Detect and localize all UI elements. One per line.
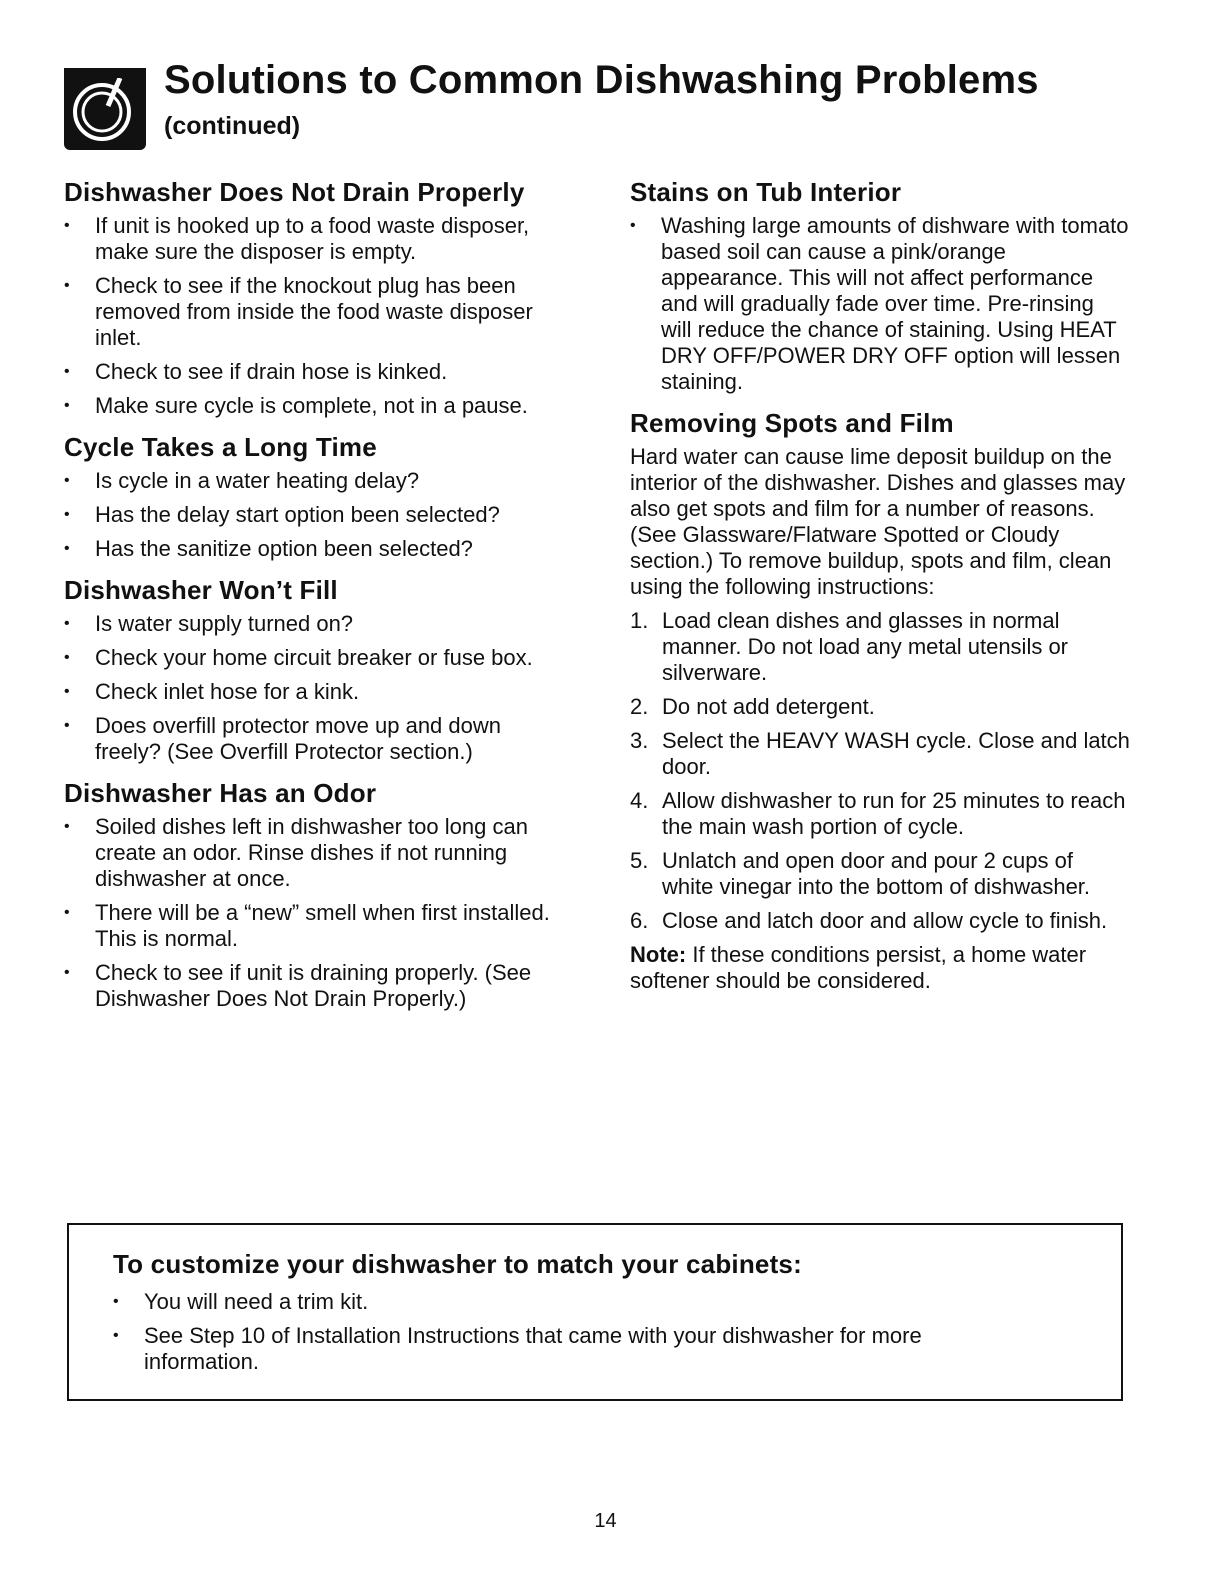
list-item: • Washing large amounts of dishware with tomato based soil can cause a pink/orange appearance. This will not affect performance and will gradually fade over time. Pre-rinsing will reduce the chance of staining. Using HEAT DRY OFF/POWER DRY OFF option will lessen staining. — [630, 213, 1130, 395]
section-odor — [64, 777, 564, 1012]
right-column — [630, 176, 1130, 1002]
list-item: • Has the sanitize option been selected? — [64, 536, 564, 562]
list-item: • There will be a “new” smell when first installed. This is normal. — [64, 900, 564, 952]
step-number: 1. — [630, 608, 649, 633]
list-item: • Soiled dishes left in dishwasher too long can create an odor. Rinse dishes if not running dishwasher at once. — [64, 814, 564, 892]
section-heading: Dishwasher Has an Odor — [64, 778, 377, 808]
step-number: 2. — [630, 694, 649, 719]
step-number: 4. — [630, 788, 649, 813]
bullet-list — [64, 468, 564, 562]
step-number: 3. — [630, 728, 649, 753]
step-item — [630, 608, 1130, 686]
list-item: • Has the delay start option been selected? — [64, 502, 564, 528]
section-heading: Cycle Takes a Long Time — [64, 432, 377, 462]
list-item: • Check to see if drain hose is kinked. — [64, 359, 564, 385]
section-heading: Removing Spots and Film — [630, 408, 954, 438]
dishwasher-tab-icon — [64, 68, 146, 150]
list-item: • Is water supply turned on? — [64, 611, 564, 637]
step-number: 6. — [630, 908, 649, 933]
step-item — [630, 908, 1130, 934]
step-item — [630, 788, 1130, 840]
page-number: 14 — [594, 1510, 617, 1532]
bullet-list — [64, 814, 564, 1012]
step-number: 5. — [630, 848, 649, 873]
bullet-list — [630, 213, 1130, 395]
step-text: Do not add detergent. — [662, 694, 875, 719]
list-item: • Check to see if the knockout plug has been removed from inside the food waste disposer inlet. — [64, 273, 564, 351]
section-stains — [630, 176, 1130, 395]
list-item: • Check to see if unit is draining properly. (See Dishwasher Does Not Drain Properly.) — [64, 960, 564, 1012]
list-item: • Is cycle in a water heating delay? — [64, 468, 564, 494]
section-heading: Dishwasher Won’t Fill — [64, 575, 338, 605]
bullet-list — [113, 1289, 1033, 1383]
note-paragraph — [630, 942, 1130, 994]
list-item: • You will need a trim kit. — [113, 1289, 1033, 1315]
list-item: • Does overfill protector move up and down freely? (See Overfill Protector section.) — [64, 713, 564, 765]
left-column — [64, 176, 564, 1024]
list-item: • See Step 10 of Installation Instructions that came with your dishwasher for more information. — [113, 1323, 1033, 1375]
section-long-time — [64, 431, 564, 562]
step-text: Allow dishwasher to run for 25 minutes to reach the main wash portion of cycle. — [662, 788, 1126, 839]
section-wont-fill — [64, 574, 564, 765]
customize-callout-box — [67, 1223, 1123, 1401]
note-text: If these conditions persist, a home water softener should be considered. — [630, 942, 1087, 993]
step-item — [630, 848, 1130, 900]
page-title: Solutions to Common Dishwashing Problems — [164, 58, 1039, 102]
list-item: • If unit is hooked up to a food waste disposer, make sure the disposer is empty. — [64, 213, 564, 265]
section-spots — [630, 407, 1130, 994]
list-item: • Check your home circuit breaker or fuse box. — [64, 645, 564, 671]
section-heading: Dishwasher Does Not Drain Properly — [64, 177, 525, 207]
bullet-list — [64, 611, 564, 765]
list-item: • Check inlet hose for a kink. — [64, 679, 564, 705]
list-item: • Make sure cycle is complete, not in a pause. — [64, 393, 564, 419]
bullet-list — [64, 213, 564, 419]
step-text: Load clean dishes and glasses in normal manner. Do not load any metal utensils or silverware. — [662, 608, 1069, 685]
step-list — [630, 608, 1130, 934]
step-text: Unlatch and open door and pour 2 cups of white vinegar into the bottom of dishwasher. — [662, 848, 1091, 899]
step-item — [630, 728, 1130, 780]
step-item — [630, 694, 1130, 720]
page-subtitle: (continued) — [164, 112, 301, 140]
intro-paragraph: Hard water can cause lime deposit buildup on the interior of the dishwasher. Dishes and glasses may also get spots and film for a number of reasons. (See Glassware/Flatware Spotted or Cloudy section.) To remove buildup, spots and film, clean using the following instructions: — [630, 444, 1126, 599]
callout-heading: To customize your dishwasher to match your cabinets: — [113, 1249, 802, 1279]
section-drain — [64, 176, 564, 419]
step-text: Select the HEAVY WASH cycle. Close and latch door. — [662, 728, 1130, 779]
note-label: Note: — [630, 942, 687, 967]
section-heading: Stains on Tub Interior — [630, 177, 902, 207]
step-text: Close and latch door and allow cycle to finish. — [662, 908, 1108, 933]
